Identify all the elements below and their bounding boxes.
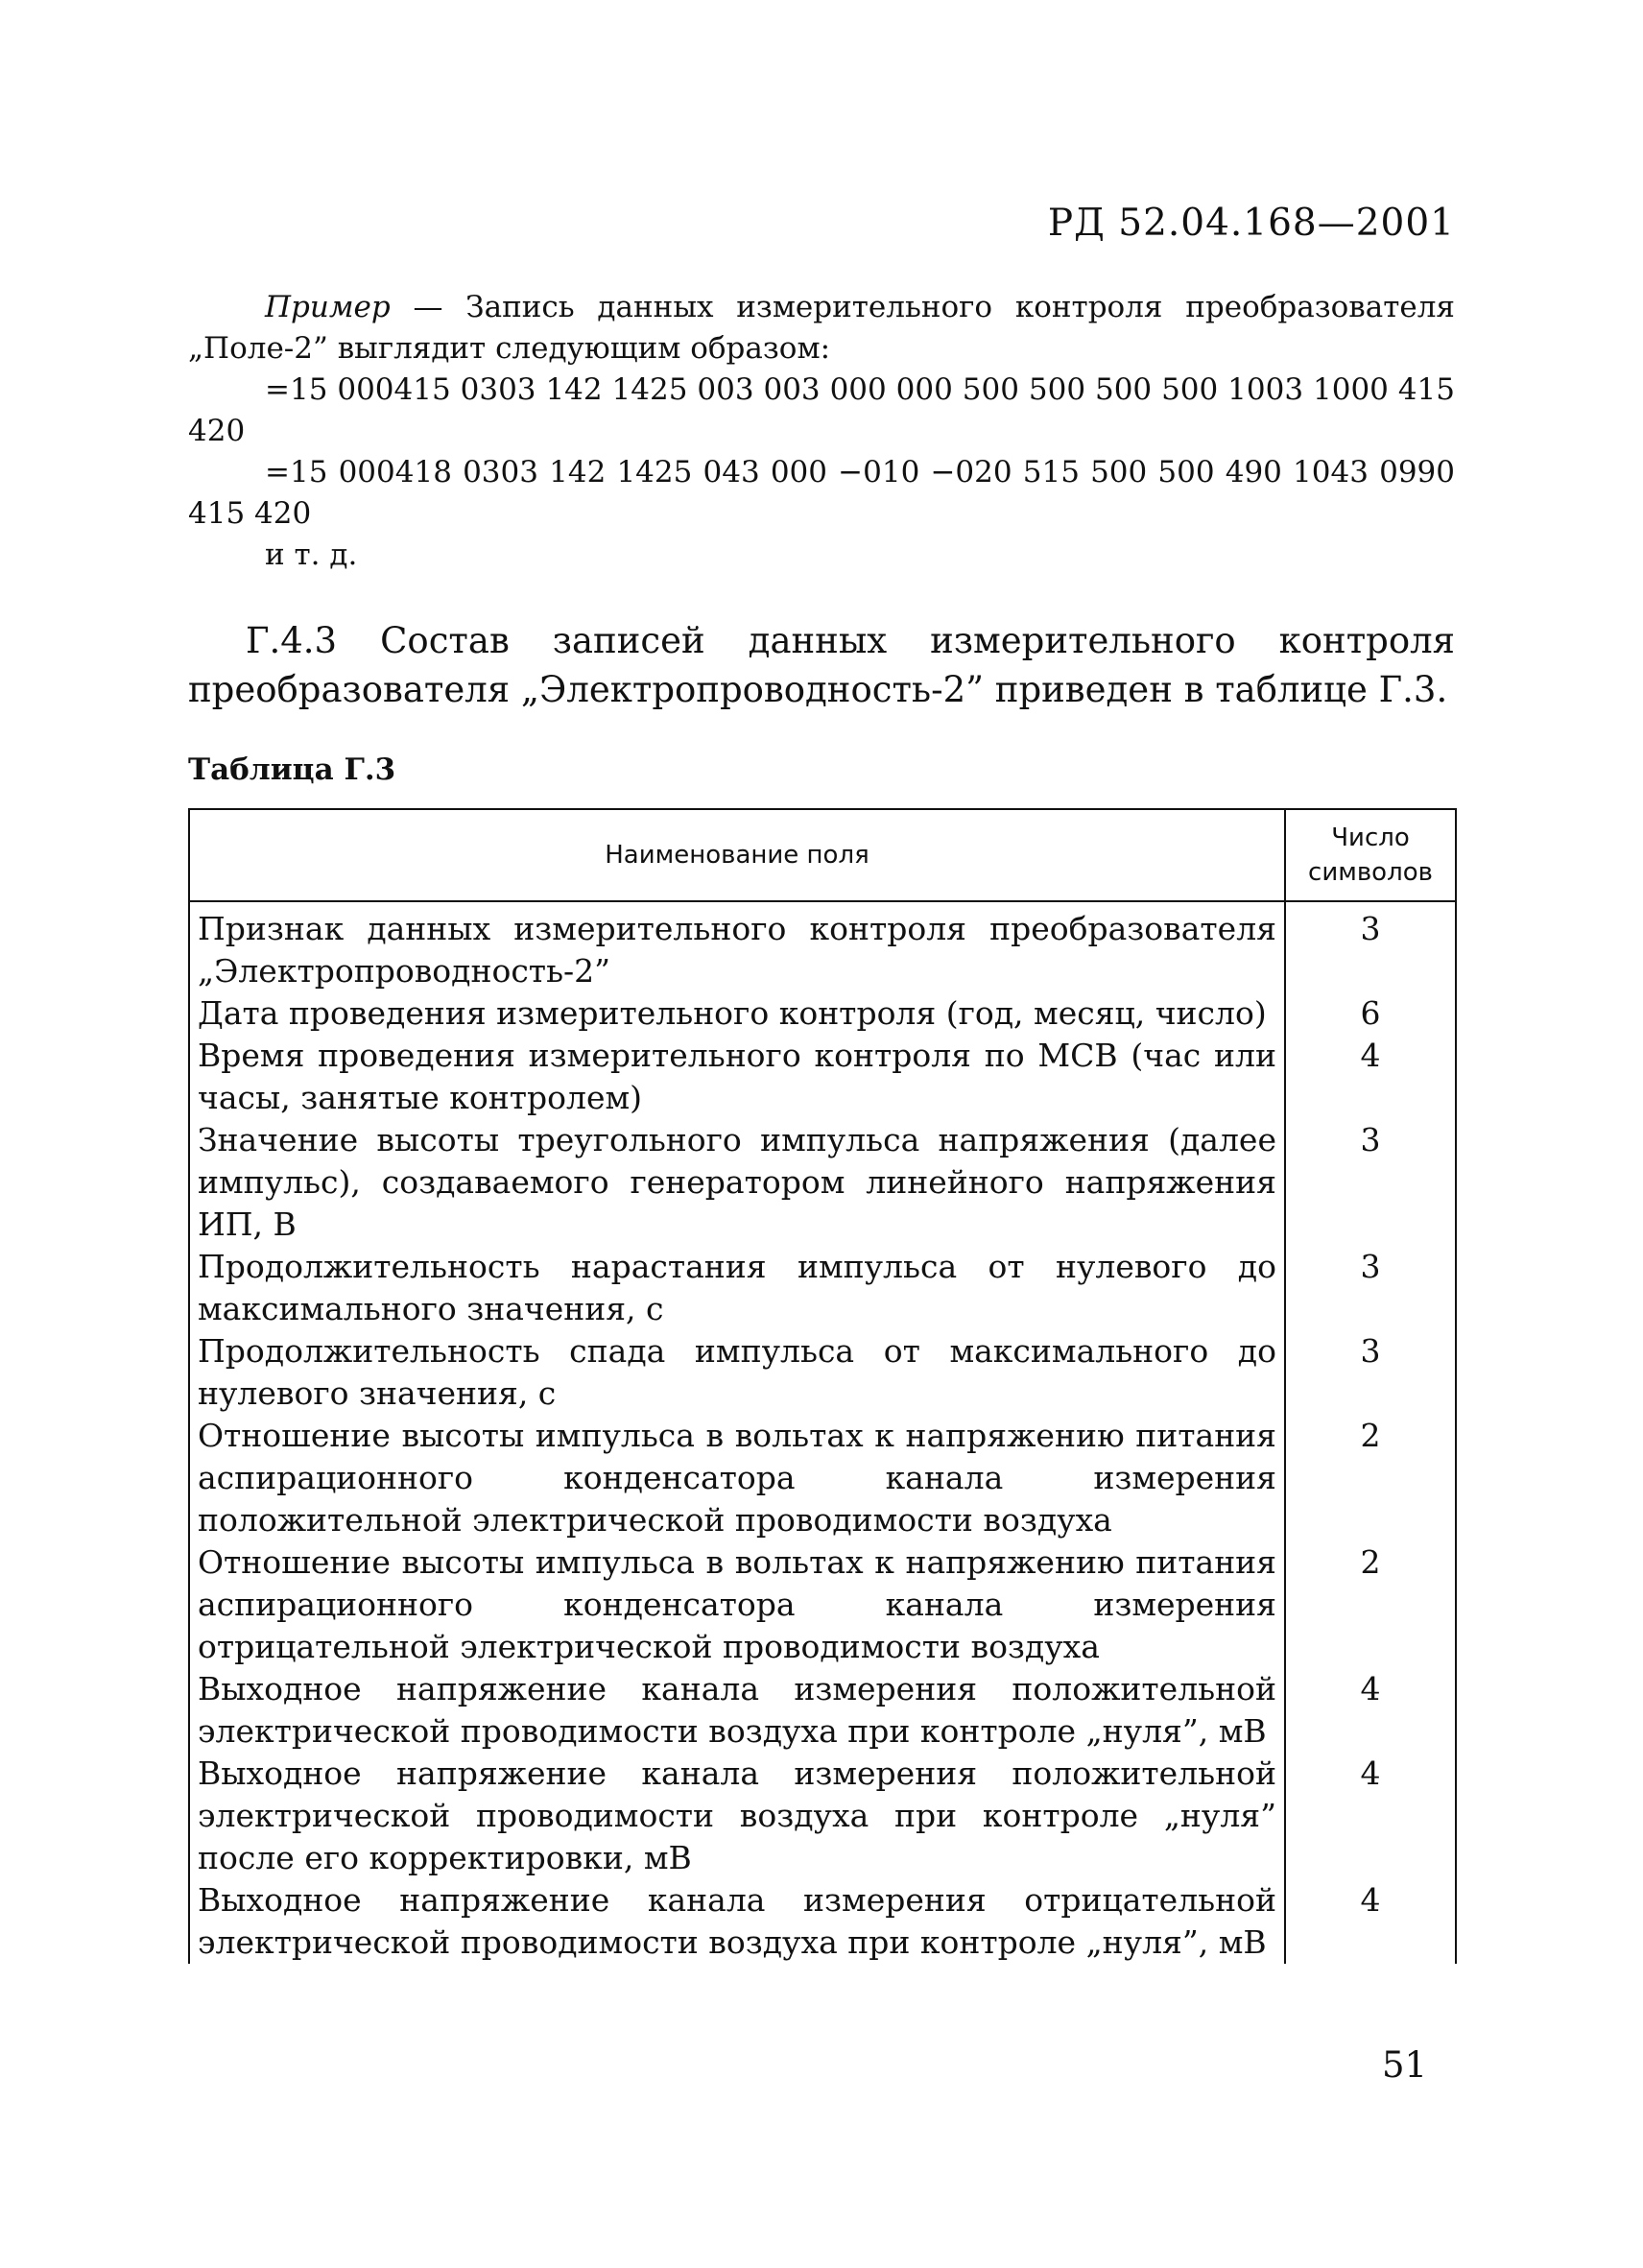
table-row	[189, 992, 1456, 1035]
char-count-cell: 3	[1285, 1246, 1456, 1330]
field-name-cell: Признак данных измерительного контроля преобразователя „Электропроводность-2”	[189, 901, 1285, 992]
header-field-name: Наименование поля	[189, 809, 1285, 901]
char-count-cell: 3	[1285, 901, 1456, 992]
table-row	[189, 1330, 1456, 1415]
field-name-cell: Значение высоты треугольного импульса напряжения (далее импульс), создаваемого генератором линейного напряжения ИП, В	[189, 1119, 1285, 1246]
field-name-cell: Продолжительность нарастания импульса от нулевого до максимального значения, с	[189, 1246, 1285, 1330]
example-line-1: =15 000415 0303 142 1425 003 003 000 000 500 500 500 500 1003 1000 415 420	[188, 372, 1455, 448]
field-name-cell: Продолжительность спада импульса от максимального до нулевого значения, с	[189, 1330, 1285, 1415]
char-count-cell: 6	[1285, 992, 1456, 1035]
field-name-cell: Выходное напряжение канала измерения отрицательной электрической проводимости воздуха при контроле „нуля”, мВ	[189, 1879, 1285, 1964]
table-row	[189, 1035, 1456, 1119]
field-name-cell: Дата проведения измерительного контроля (год, месяц, число)	[189, 992, 1285, 1035]
example-text: Запись данных измерительного контроля преобразователя „Поле-2” выглядит следующим образом:	[188, 290, 1455, 366]
table-row	[189, 901, 1456, 992]
table-row	[189, 1119, 1456, 1246]
char-count-cell: 2	[1285, 1415, 1456, 1541]
example-line-2: =15 000418 0303 142 1425 043 000 −010 −020 515 500 500 490 1043 0990 415 420	[188, 455, 1455, 531]
table-row	[189, 1879, 1456, 1964]
table-row	[189, 1668, 1456, 1753]
char-count-cell: 3	[1285, 1119, 1456, 1246]
char-count-cell: 4	[1285, 1668, 1456, 1753]
field-name-cell: Отношение высоты импульса в вольтах к напряжению питания аспирационного конденсатора канала измерения положительной электрической проводимости воздуха	[189, 1415, 1285, 1541]
document-page	[188, 202, 1455, 1964]
char-count-cell: 3	[1285, 1330, 1456, 1415]
char-count-cell: 2	[1285, 1541, 1456, 1668]
header-char-count: Число символов	[1285, 809, 1456, 901]
example-etc: и т. д.	[265, 537, 358, 572]
clause-g-4-3: Г.4.3 Состав записей данных измерительного контроля преобразователя „Электропроводность-2” приведен в таблице Г.3.	[188, 620, 1455, 710]
table-caption: Таблица Г.3	[188, 752, 396, 787]
field-name-cell: Выходное напряжение канала измерения положительной электрической проводимости воздуха при контроле „нуля” после его корректировки, мВ	[189, 1753, 1285, 1879]
field-name-cell: Время проведения измерительного контроля по МСВ (час или часы, занятые контролем)	[189, 1035, 1285, 1119]
char-count-cell: 4	[1285, 1035, 1456, 1119]
field-name-cell: Отношение высоты импульса в вольтах к напряжению питания аспирационного конденсатора канала измерения отрицательной электрической проводимости воздуха	[189, 1541, 1285, 1668]
example-intro: Пример — Запись данных измерительного контроля преобразователя „Поле-2” выглядит следующим образом:	[188, 290, 1455, 366]
table-row	[189, 1415, 1456, 1541]
field-name-cell: Выходное напряжение канала измерения положительной электрической проводимости воздуха при контроле „нуля”, мВ	[189, 1668, 1285, 1753]
example-label: Пример	[265, 290, 391, 324]
char-count-cell: 4	[1285, 1753, 1456, 1879]
document-code: РД 52.04.168—2001	[1047, 202, 1455, 245]
table-row	[189, 1246, 1456, 1330]
fields-table	[188, 808, 1457, 1964]
example-block	[188, 287, 1455, 576]
page-number: 51	[1382, 2044, 1428, 2086]
table-row	[189, 1753, 1456, 1879]
table-header-row	[189, 809, 1456, 901]
char-count-cell: 4	[1285, 1879, 1456, 1964]
table-row	[189, 1541, 1456, 1668]
